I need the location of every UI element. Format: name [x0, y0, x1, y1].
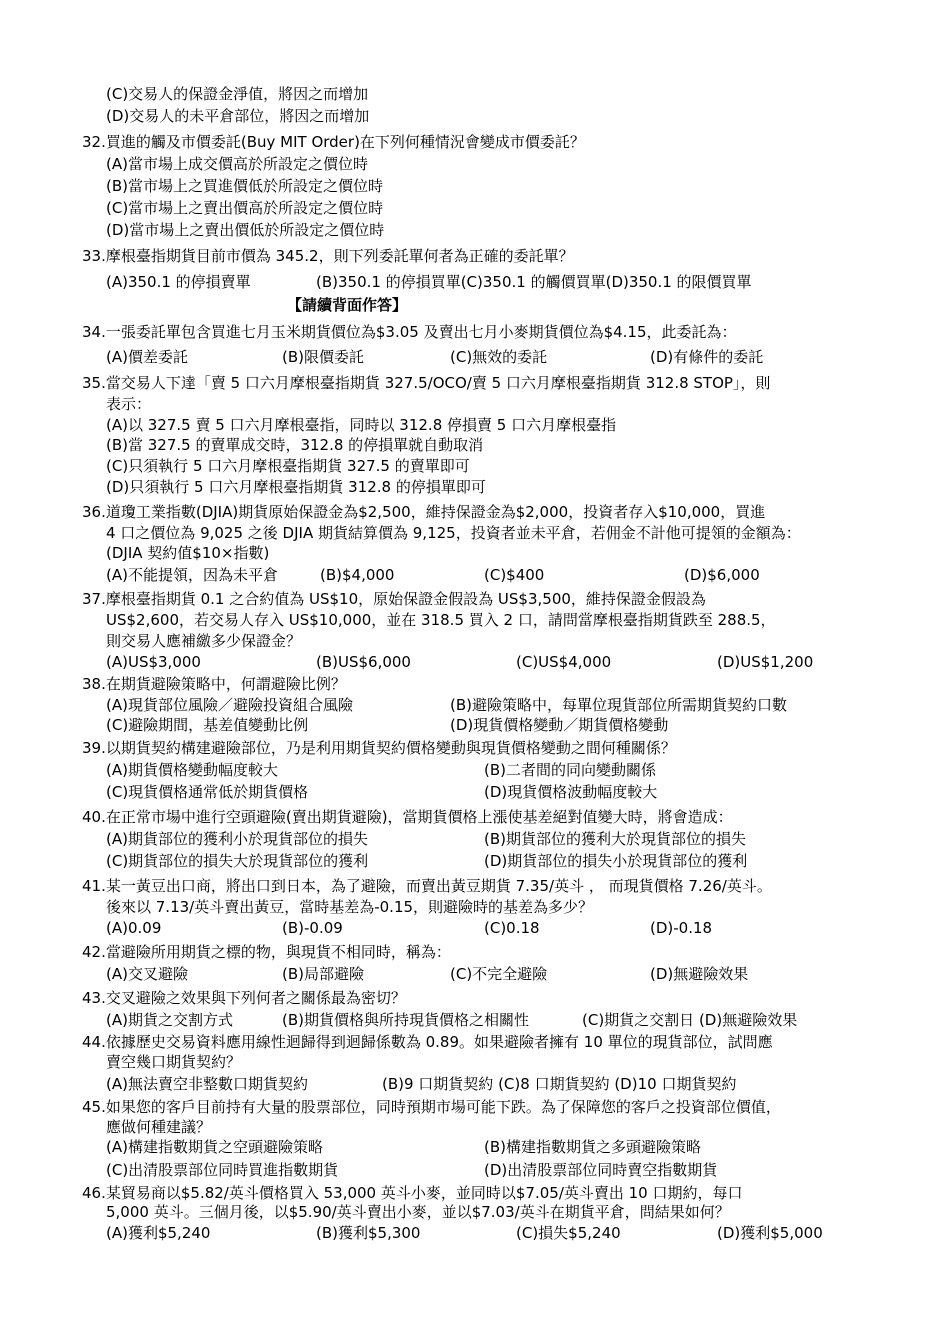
option-40-b: (B)期貨部位的獲利大於現貨部位的損失 [484, 830, 746, 848]
continue-on-back-notice: 【請續背面作答】 [286, 296, 407, 314]
question-46-stem-line1: 46.某貿易商以$5.82/英斗價格買入 53,000 英斗小麥，並同時以$7.05/英斗賣出 10 口期約，每口 [82, 1184, 743, 1202]
question-43-stem: 43.交叉避險之效果與下列何者之關係最為密切？ [82, 989, 406, 1007]
option-33-bcd: (B)350.1 的停損買單(C)350.1 的觸價買單(D)350.1 的限價買單 [316, 273, 752, 291]
question-41-stem-line2: 後來以 7.13/英斗賣出黃豆，當時基差為-0.15，則避險時的基差為多少？ [106, 898, 594, 916]
option-34-d: (D)有條件的委託 [650, 348, 764, 366]
option-35-b: (B)當 327.5 的賣單成交時，312.8 的停損單就自動取消 [106, 436, 484, 454]
option-37-b: (B)US$6,000 [316, 653, 411, 671]
option-38-c: (C)避險期間，基差值變動比例 [106, 716, 309, 734]
question-42-stem: 42.當避險所用期貨之標的物，與現貨不相同時，稱為： [82, 943, 451, 961]
question-32-stem: 32.買進的觸及市價委託(Buy MIT Order)在下列何種情況會變成市價委託？ [82, 133, 585, 151]
question-36-stem-line2: 4 口之價位為 9,025 之後 DJIA 期貨結算價為 9,125，投資者並未平倉，若佣金不計他可提領的金額為： [106, 524, 801, 542]
question-45-stem-line2: 應做何種建議？ [106, 1118, 212, 1136]
question-39-stem: 39.以期貨契約構建避險部位，乃是利用期貨契約價格變動與現貨價格變動之間何種關係？ [82, 739, 676, 757]
option-41-a: (A)0.09 [106, 919, 162, 937]
question-35-stem-line1: 35.當交易人下達「賣 5 口六月摩根臺指期貨 327.5/OCO/賣 5 口六月摩根臺指期貨 312.8 STOP」，則 [82, 374, 771, 392]
option-32-b: (B)當市場上之買進價低於所設定之價位時 [106, 177, 383, 195]
question-35-stem-line2: 表示： [106, 395, 152, 413]
question-36-stem-line3: (DJIA 契約值$10×指數) [106, 544, 270, 562]
option-31-c: (C)交易人的保證金淨值，將因之而增加 [106, 85, 369, 103]
option-31-d: (D)交易人的未平倉部位，將因之而增加 [106, 107, 370, 125]
option-40-d: (D)期貨部位的損失小於現貨部位的獲利 [484, 852, 748, 870]
option-34-a: (A)價差委託 [106, 348, 188, 366]
option-39-a: (A)期貨價格變動幅度較大 [106, 761, 278, 779]
option-36-b: (B)$4,000 [320, 566, 395, 584]
question-44-stem-line2: 賣空幾口期貨契約？ [106, 1053, 242, 1071]
option-36-a: (A)不能提領，因為未平倉 [106, 566, 278, 584]
option-40-c: (C)期貨部位的損失大於現貨部位的獲利 [106, 852, 369, 870]
option-39-d: (D)現貨價格波動幅度較大 [484, 783, 658, 801]
question-37-stem-line2: US$2,600，若交易人存入 US$10,000，並在 318.5 買入 2 口，請問當摩根臺指期貨跌至 288.5， [106, 611, 776, 629]
question-44-stem-line1: 44.依據歷史交易資料應用線性迴歸得到迴歸係數為 0.89。如果避險者擁有 10 單位的現貨部位，試問應 [82, 1033, 773, 1051]
question-33-stem: 33.摩根臺指期貨目前市價為 345.2，則下列委託單何者為正確的委託單？ [82, 247, 574, 265]
option-36-d: (D)$6,000 [684, 566, 760, 584]
option-45-d: (D)出清股票部位同時賣空指數期貨 [484, 1161, 718, 1179]
option-32-c: (C)當市場上之賣出價高於所設定之價位時 [106, 199, 384, 217]
option-38-b: (B)避險策略中，每單位現貨部位所需期貨契約口數 [450, 696, 787, 714]
option-39-c: (C)現貨價格通常低於期貨價格 [106, 783, 309, 801]
option-42-c: (C)不完全避險 [450, 965, 548, 983]
option-43-a: (A)期貨之交割方式 [106, 1011, 233, 1029]
option-41-d: (D)-0.18 [650, 919, 713, 937]
option-44-a: (A)無法賣空非整數口期貨契約 [106, 1075, 308, 1093]
option-41-b: (B)-0.09 [282, 919, 343, 937]
option-32-a: (A)當市場上成交價高於所設定之價位時 [106, 155, 368, 173]
option-38-d: (D)現貨價格變動／期貨價格變動 [450, 716, 669, 734]
option-36-c: (C)$400 [484, 566, 545, 584]
option-45-b: (B)構建指數期貨之多頭避險策略 [484, 1138, 701, 1156]
option-35-a: (A)以 327.5 賣 5 口六月摩根臺指，同時以 312.8 停損賣 5 口六月摩根臺指 [106, 416, 617, 434]
option-42-b: (B)局部避險 [282, 965, 364, 983]
option-37-a: (A)US$3,000 [106, 653, 201, 671]
question-37-stem-line1: 37.摩根臺指期貨 0.1 之合約值為 US$10，原始保證金假設為 US$3,500，維持保證金假設為 [82, 590, 706, 608]
option-38-a: (A)現貨部位風險／避險投資組合風險 [106, 696, 353, 714]
question-41-stem-line1: 41.某一黃豆出口商，將出口到日本，為了避險，而賣出黃豆期貨 7.35/英斗 ， 而現貨價格 7.26/英斗。 [82, 877, 772, 895]
option-33-a: (A)350.1 的停損賣單 [106, 273, 251, 291]
option-46-d: (D)獲利$5,000 [717, 1224, 823, 1242]
question-37-stem-line3: 則交易人應補繳多少保證金？ [106, 632, 302, 650]
option-40-a: (A)期貨部位的獲利小於現貨部位的損失 [106, 830, 368, 848]
option-45-c: (C)出清股票部位同時買進指數期貨 [106, 1161, 339, 1179]
option-43-cd: (C)期貨之交割日 (D)無避險效果 [582, 1011, 798, 1029]
option-39-b: (B)二者間的同向變動關係 [484, 761, 656, 779]
option-46-b: (B)獲利$5,300 [316, 1224, 421, 1242]
option-35-c: (C)只須執行 5 口六月摩根臺指期貨 327.5 的賣單即可 [106, 457, 470, 475]
option-37-d: (D)US$1,200 [717, 653, 814, 671]
question-46-stem-line2: 5,000 英斗。三個月後，以$5.90/英斗賣出小麥，並以$7.03/英斗在期貨平倉，問結果如何？ [106, 1203, 730, 1221]
option-32-d: (D)當市場上之賣出價低於所設定之價位時 [106, 221, 385, 239]
option-45-a: (A)構建指數期貨之空頭避險策略 [106, 1138, 323, 1156]
option-42-d: (D)無避險效果 [650, 965, 749, 983]
question-36-stem-line1: 36.道瓊工業指數(DJIA)期貨原始保證金為$2,500，維持保證金為$2,000，投資者存入$10,000，買進 [82, 503, 766, 521]
option-44-bcd: (B)9 口期貨契約 (C)8 口期貨契約 (D)10 口期貨契約 [382, 1075, 737, 1093]
question-45-stem-line1: 45.如果您的客戶目前持有大量的股票部位，同時預期市場可能下跌。為了保障您的客戶之投資部位價值， [82, 1098, 781, 1116]
option-42-a: (A)交叉避險 [106, 965, 188, 983]
option-46-a: (A)獲利$5,240 [106, 1224, 211, 1242]
question-40-stem: 40.在正常市場中進行空頭避險(賣出期貨避險)，當期貨價格上漲使基差絕對值變大時，將會造成： [82, 808, 733, 826]
option-46-c: (C)損失$5,240 [516, 1224, 621, 1242]
option-37-c: (C)US$4,000 [516, 653, 612, 671]
option-35-d: (D)只須執行 5 口六月摩根臺指期貨 312.8 的停損單即可 [106, 478, 486, 496]
option-43-b: (B)期貨價格與所持現貨價格之相關性 [282, 1011, 529, 1029]
option-41-c: (C)0.18 [484, 919, 540, 937]
option-34-b: (B)限價委託 [282, 348, 364, 366]
question-38-stem: 38.在期貨避險策略中，何謂避險比例？ [82, 675, 346, 693]
question-34-stem: 34.一張委託單包含買進七月玉米期貨價位為$3.05 及賣出七月小麥期貨價位為$4.15，此委託為： [82, 323, 737, 341]
option-34-c: (C)無效的委託 [450, 348, 548, 366]
